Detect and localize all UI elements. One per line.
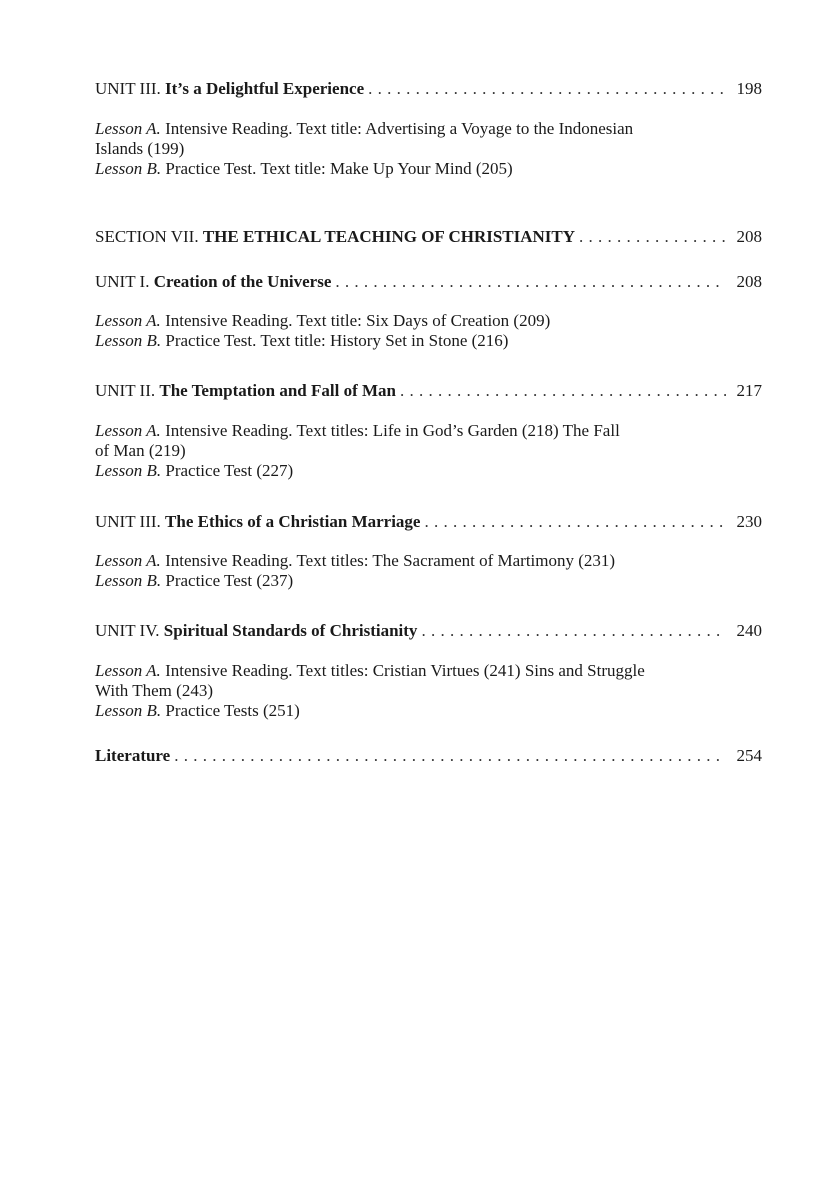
lesson-list xyxy=(95,311,715,351)
lesson-list xyxy=(95,421,715,481)
toc-page-number: 208 xyxy=(736,272,762,291)
dot-leader xyxy=(579,227,726,247)
lesson-item-continuation: With Them (243) xyxy=(95,681,213,700)
toc-entry-literature[interactable] xyxy=(95,746,762,768)
dot-leader xyxy=(421,621,726,641)
lesson-list xyxy=(95,551,715,591)
toc-entry-label: SECTION VII. THE ETHICAL TEACHING OF CHRISTIANITY xyxy=(95,227,576,246)
lesson-item: Lesson B. Practice Test (227) xyxy=(95,461,294,480)
toc-entry-label: UNIT IV. Spiritual Standards of Christianity xyxy=(95,621,418,640)
lesson-item: Lesson A. Intensive Reading. Text title: Advertising a Voyage to the Indonesian xyxy=(95,119,634,138)
dot-leader xyxy=(400,381,726,401)
toc-page-number: 198 xyxy=(736,79,762,98)
dot-leader xyxy=(174,746,726,766)
lesson-item: Lesson A. Intensive Reading. Text title: Six Days of Creation (209) xyxy=(95,311,551,330)
dot-leader xyxy=(335,272,726,292)
toc-entry-label: UNIT III. It’s a Delightful Experience xyxy=(95,79,365,98)
toc-entry-unit-ii-temptation[interactable] xyxy=(95,381,762,403)
lesson-item: Lesson B. Practice Tests (251) xyxy=(95,701,300,720)
lesson-item-continuation: of Man (219) xyxy=(95,441,186,460)
toc-entry-label: UNIT II. The Temptation and Fall of Man xyxy=(95,381,396,400)
toc-entry-unit-iii-delightful[interactable] xyxy=(95,79,762,101)
lesson-item: Lesson B. Practice Test. Text title: Make Up Your Mind (205) xyxy=(95,159,513,178)
toc-entry-unit-iv-spiritual[interactable] xyxy=(95,621,762,643)
toc-page-number: 208 xyxy=(736,227,762,246)
toc-entry-unit-i-creation[interactable] xyxy=(95,272,762,294)
toc-entry-label: Literature xyxy=(95,746,171,765)
toc-entry-label: UNIT I. Creation of the Universe xyxy=(95,272,332,291)
toc-page-number: 254 xyxy=(736,746,762,765)
toc-entry-label: UNIT III. The Ethics of a Christian Marriage xyxy=(95,512,421,531)
lesson-item: Lesson B. Practice Test (237) xyxy=(95,571,294,590)
lesson-list xyxy=(95,119,715,179)
lesson-item-continuation: Islands (199) xyxy=(95,139,185,158)
lesson-item: Lesson A. Intensive Reading. Text titles: Cristian Virtues (241) Sins and Struggle xyxy=(95,661,645,680)
toc-page-number: 217 xyxy=(736,381,762,400)
toc-entry-section-vii[interactable] xyxy=(95,227,762,249)
toc-page-number: 240 xyxy=(736,621,762,640)
lesson-item: Lesson A. Intensive Reading. Text titles: Life in God’s Garden (218) The Fall xyxy=(95,421,620,440)
lesson-item: Lesson B. Practice Test. Text title: History Set in Stone (216) xyxy=(95,331,509,350)
lesson-item: Lesson A. Intensive Reading. Text titles: The Sacrament of Martimony (231) xyxy=(95,551,616,570)
toc-entry-unit-iii-marriage[interactable] xyxy=(95,512,762,534)
dot-leader xyxy=(368,79,726,99)
lesson-list xyxy=(95,661,715,721)
dot-leader xyxy=(424,512,726,532)
toc-page-number: 230 xyxy=(736,512,762,531)
